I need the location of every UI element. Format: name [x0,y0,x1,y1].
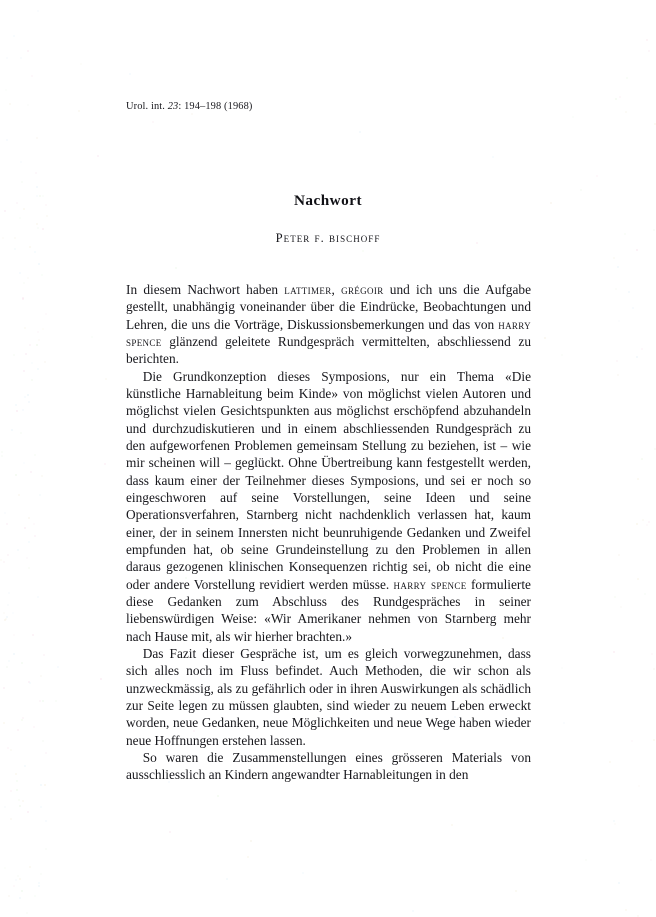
proper-name-smallcaps: lattimer [284,282,332,297]
article-body [126,281,531,784]
proper-name-smallcaps: harry spence [126,316,531,349]
running-head-pages: 194–198 [184,101,222,112]
running-head-volume: 23 [167,101,179,112]
body-paragraph: So waren die Zusammenstellungen eines grösseren Materials von ausschliesslich an Kindern angewandter Harnableitungen in den [126,749,531,783]
proper-name-smallcaps: harry spence [393,576,467,592]
body-paragraph: Die Grundkonzeption dieses Symposions, nur ein Thema «Die künstliche Harnableitung beim Kinde» von möglichst vielen Autoren und möglichst vielen Gesichtspunkten aus möglichst erschöpfend abzuhandeln und durchzudiskutieren und in einem abschliessenden Rundgespräch zu den aufgeworfenen Problemen gemeinsam Stellung zu beziehen, ist – wie mir scheinen will – geglückt. Ohne Übertreibung kann festgestellt werden, dass kaum einer der Teilnehmer dieses Symposions, und sei er noch so eingeschworen auf seine Vorstellungen, seine Ideen und seine Operationsverfahren, Starnberg nicht nachdenklich verlassen hat, kaum einer, der in seinem Innersten nicht beunruhigende Gedanken und Zweifel empfunden hat, ob seine Grundeinstellung zu den Problemen in allen daraus gezogenen klinischen Konsequenzen richtig sei, ob nicht die eine oder andere Vorstellung revidiert werden müsse. harry spence formulierte diese Gedanken zum Abschluss des Rundgespräches in seiner liebenswürdigen Weise: «Wir Amerikaner nehmen von Starnberg mehr nach Hause mit, als wir hierher brachten.» [126,368,531,644]
title-block [126,192,530,246]
article-author: Peter f. bischoff [275,231,381,245]
body-paragraph: Das Fazit dieser Gespräche ist, um es gleich vorwegzunehmen, dass sich alles noch im Fluss befindet. Auch Methoden, die wir schon als unzweckmässig, als zu gefährlich oder in ihren Auswirkungen als schädlich zur Seite legen zu müssen glaubten, sind wieder zu neuem Leben erweckt worden, neue Gedanken, neue Möglichkeiten und neue Wege haben wieder neue Hoffnungen erstehen lassen. [126,645,531,748]
running-head-year: (1968) [224,101,253,112]
proper-name-smallcaps: grégoir [341,282,384,297]
page-title: Nachwort [293,192,363,209]
running-head-journal: Urol. int. [126,101,166,112]
running-head-separator: : [178,101,182,112]
running-head [126,101,252,112]
body-paragraph: In diesem Nachwort haben lattimer, grégoir und ich uns die Aufgabe gestellt, unabhängig voneinander über die Eindrücke, Beobachtungen und Lehren, die uns die Vorträge, Diskussionsbemerkungen und das von harry spence glänzend geleitete Rundgespräch vermittelten, abschliessend zu berichten. [126,282,532,367]
